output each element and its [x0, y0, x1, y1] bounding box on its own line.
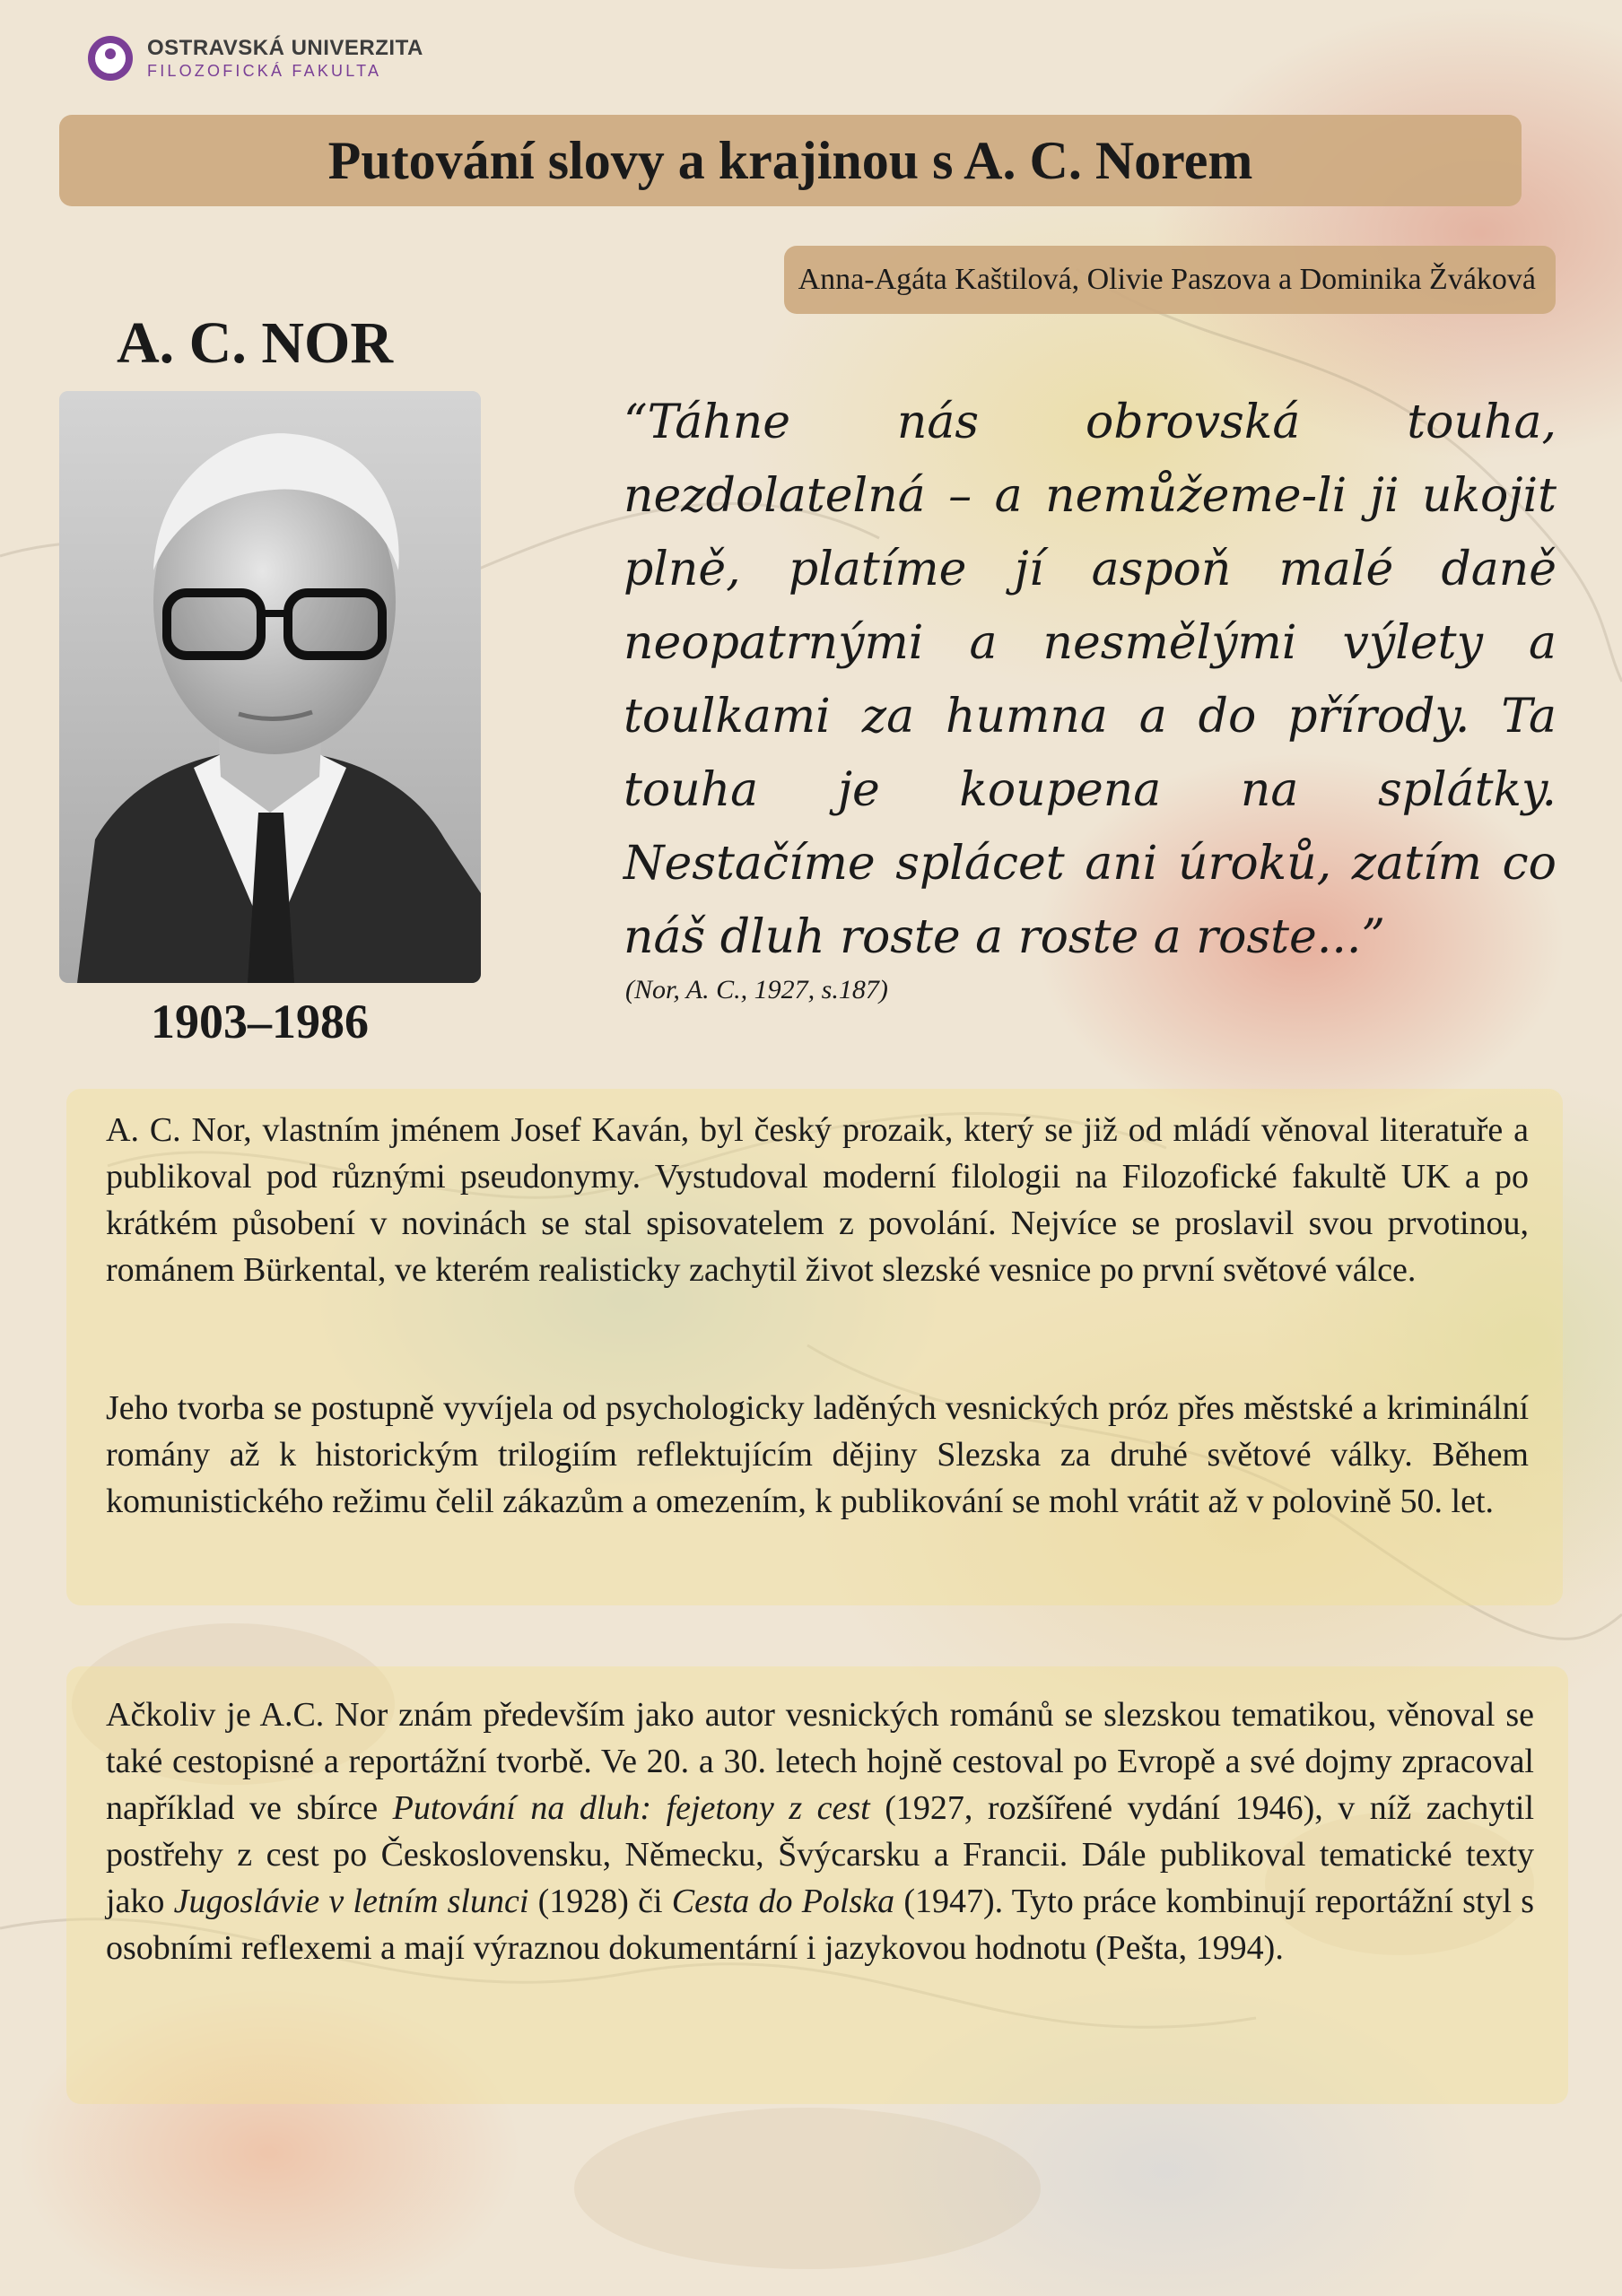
book-title-jugoslavie: Jugoslávie v letním slunci	[173, 1883, 529, 1920]
travel-text-4: (1947). Tyto práce kombinují reportážní styl s osobními reflexemi a mají výraznou dokumentární i jazykovou hodnotu (Pešta, 1994).	[106, 1883, 1535, 1967]
travel-text-1: Ačkoliv je A.C. Nor znám především jako autor vesnických románů se slezskou tematikou, věnoval se také cestopisné a reportážní tvorbě. Ve 20. a 30. letech hojně cestoval po Evropě a své dojmy zpracoval například ve sbírce	[106, 1696, 1534, 1827]
biography-panel	[66, 1089, 1563, 1605]
travel-paragraph	[106, 1692, 1534, 1971]
book-title-putovani: Putování na dluh: fejetony z cest	[392, 1789, 870, 1827]
logo-subtitle: FILOZOFICKÁ FAKULTA	[147, 62, 382, 80]
quote-citation: (Nor, A. C., 1927, s.187)	[625, 975, 888, 1004]
biography-paragraph-2: Jeho tvorba se postupně vyvíjela od psychologicky laděných vesnických próz přes městské a kriminální romány až k historickým trilogiím reflektujícím dějiny Slezska za druhé světové války. Během komunistického režimu čelil zákazům a omezením, k publikování se mohl vrátit až v polovině 50. let.	[106, 1389, 1529, 1520]
quote-text: “Táhne nás obrovská touha, nezdolatelná – a nemůžeme-li ji ukojit plně, platíme jí aspoň malé daně neopatrnými a nesmělými výlety a toulkami za humna a do přírody. Ta touha je koupena na splátky. Nestačíme splácet ani úroků, zatím co náš dluh roste a roste a roste...”	[624, 396, 1557, 964]
author-name: A. C. NOR	[117, 310, 393, 376]
biography-paragraph-1: A. C. Nor, vlastním jménem Josef Kaván, byl český prozaik, který se již od mládí věnoval literatuře a publikoval pod různými pseudonymy. Vystudoval moderní filologii na Filozofické fakultě UK a po krátkém působení v novinách se stal spisovatelem z povolání. Nejvíce se proslavil svou prvotinou, románem Bürkental, ve kterém realisticky zachytil život slezské vesnice po první světové válce.	[106, 1111, 1529, 1289]
travel-text-2: (1927, rozšířené vydání 1946), v níž zachytil postřehy z cest po Československu, Německu, Švýcarsku a Francii. Dále publikoval tematické texty jako	[106, 1789, 1535, 1920]
authors-box	[784, 246, 1556, 314]
life-years: 1903–1986	[151, 995, 369, 1048]
authors-text: Anna-Agáta Kaštilová, Olivie Paszova a Dominika Žváková	[798, 263, 1536, 296]
university-logo-icon	[86, 34, 135, 83]
portrait-photo	[59, 391, 481, 983]
logo-title: OSTRAVSKÁ UNIVERZITA	[147, 36, 423, 60]
travel-text-3: (1928) či	[528, 1883, 672, 1920]
travel-writing-panel	[66, 1666, 1568, 2104]
poster-title: Putování slovy a krajinou s A. C. Norem	[327, 130, 1253, 190]
book-title-cesta: Cesta do Polska	[671, 1883, 895, 1920]
university-logo	[86, 34, 463, 84]
title-banner	[59, 115, 1522, 206]
